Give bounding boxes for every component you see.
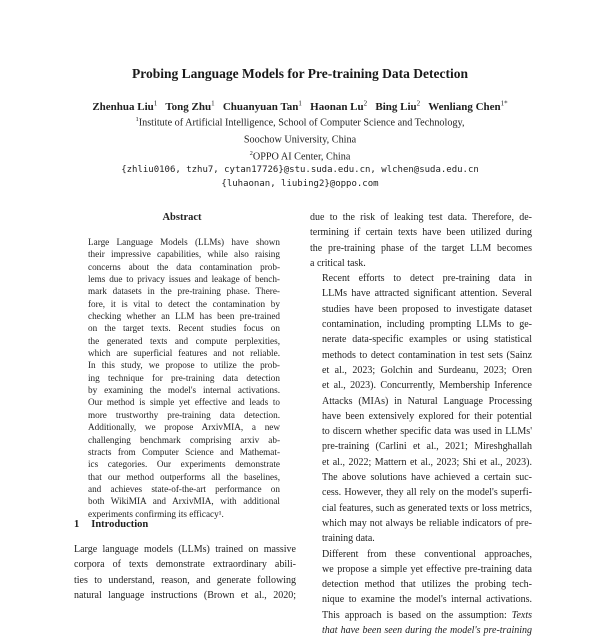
author: Haonan Lu$^2$ [310, 99, 368, 113]
text-line: stracts from Computer Science and Mathemat- [88, 446, 280, 457]
text-line: contamination, including prompting LLMs to ge- [322, 319, 532, 331]
text-line: et al., 2023). Concurrently, Membership Inference [322, 380, 532, 392]
text-line: on the target texts. Recent studies focus on [88, 323, 280, 334]
author: Bing Liu$^2$ [375, 99, 421, 113]
text-line: fore, it is vital to detect the contamination by [88, 298, 280, 309]
text-line: we propose a simple yet effective pre-training data [322, 563, 532, 575]
text-line: checking whether an LLM has been pre-trained [88, 311, 280, 322]
author: Chuanyuan Tan$^1$ [222, 99, 302, 113]
text-line: ing technique for pre-training data detection [88, 372, 280, 383]
author-list [0, 99, 600, 113]
text-line: cess. However, they all rely on the model's superfi- [322, 487, 532, 499]
text-line: to discern whether specific data was used in LLMs' [322, 426, 532, 438]
text-line: This approach is based on the assumption: Texts [322, 609, 532, 621]
paragraph [310, 271, 532, 546]
email-line: {zhliu0106, tzhu7, cytan17726}@stu.suda.edu.cn, wlchen@suda.edu.cn [121, 164, 479, 175]
abstract-heading: Abstract [162, 212, 202, 223]
text-line: that our method outperforms all the baselines, [88, 471, 280, 482]
affiliation-line: $^2$OPPO AI Center, China [249, 149, 351, 163]
text-line: that have been seen during the model's pre-training [322, 625, 532, 637]
affiliations [0, 113, 600, 191]
text-line: a critical task. [310, 257, 366, 269]
section-heading-introduction [74, 519, 148, 530]
text-line: corpora of texts demonstrate extraordinary abili- [74, 559, 296, 571]
email-line: {luhaonan, liubing2}@oppo.com [221, 178, 379, 189]
text-line: natural language instructions (Brown et al., 2020; [74, 589, 296, 601]
text-line: Large language models (LLMs) trained on massive [74, 544, 296, 555]
text-line: Attacks (MIAs) in Natural Language Processing [322, 395, 532, 407]
text-line: which may not always be reliable indicators of pre- [322, 517, 532, 529]
section-number: 1 [74, 519, 80, 530]
text-line: mark datasets in the pre-training phase. There- [88, 286, 280, 297]
text-line: methods to detect contamination in test sets (Sainz [322, 349, 532, 361]
text-line: the generated texts and compute perplexities, [88, 335, 280, 346]
paragraph [310, 547, 532, 638]
text-line: Additionally, we propose ArxivMIA, a new [88, 422, 280, 433]
text-line: ics categories. Our experiments demonstrate [88, 459, 280, 470]
text-line: challenging benchmark comprising arxiv ab- [88, 434, 280, 445]
text-line: detection method that utilizes the probing tech- [322, 579, 532, 591]
text-line: Recent efforts to detect pre-training data in [322, 273, 532, 285]
text-line: which are superficial features and not reliable. [88, 348, 280, 359]
author: Zhenhua Liu$^1$ [92, 99, 158, 113]
section-title: Introduction [91, 519, 149, 530]
affiliation-line: Soochow University, China [243, 134, 357, 146]
text-line: nique to examine the model's internal activations. [322, 594, 532, 606]
text-line: et al., 2023; Golchin and Surdeanu, 2023; Oren [322, 364, 532, 376]
text-line: by examining the model's internal activations. [88, 385, 280, 396]
paper-title: Probing Language Models for Pre-training Data Detection [132, 66, 468, 81]
text-line: have been extensively explored for their potential [322, 410, 532, 422]
text-line: experiments confirming its efficacy¹. [88, 508, 224, 519]
text-line: In this study, we propose to utilize the prob- [88, 360, 280, 371]
text-line: Different from these conventional approaches, [322, 548, 532, 560]
text-line: et al., 2022; Mattern et al., 2023; Shi et al., 2023). [322, 456, 532, 468]
text-line: ties to understand, reason, and generate following [74, 574, 296, 586]
text-line: due to the risk of leaking test data. Therefore, de- [310, 212, 532, 223]
text-line: Large Language Models (LLMs) have shown [88, 237, 280, 247]
text-line: their impressive capabilities, while also raising [88, 249, 280, 260]
text-line: termining if certain texts have been utilized during [310, 227, 532, 239]
text-line: pre-training (Carlini et al., 2021; Mireshghallah [322, 441, 532, 453]
text-line: and achieves state-of-the-art performance on [88, 483, 280, 494]
text-line: lems due to privacy issues and leakage of bench- [88, 274, 280, 285]
text-line: cial features, such as generated texts or loss metrics, [322, 502, 532, 514]
text-line: LLMs have attracted significant attention. Several [322, 288, 532, 300]
author: Tong Zhu$^1$ [165, 99, 215, 113]
text-line: the pre-training phase of the target LLM becomes [310, 242, 532, 254]
text-line: nerate data-specific examples or using statistical [322, 334, 532, 346]
text-line: The above solutions have achieved a certain suc- [322, 472, 532, 484]
abstract-body [88, 236, 280, 520]
text-line: more trustworthy pre-training data detection. [88, 409, 280, 420]
paragraph [310, 210, 532, 271]
introduction-text-left [74, 542, 296, 603]
body-text-right-column [310, 210, 532, 638]
affiliation-line: $^1$Institute of Artificial Intelligence, School of Computer Science and Technology, [135, 116, 465, 129]
text-line: training data. [322, 533, 375, 545]
text-line: both WikiMIA and ArxivMIA, with additional [88, 496, 280, 507]
text-line: concerns about the data contamination prob- [88, 261, 280, 272]
text-line: studies have been proposed to investigate dataset [322, 303, 532, 315]
author: Wenliang Chen$^{1*}$ [428, 99, 508, 113]
text-line: Our method is simple yet effective and leads to [88, 397, 280, 408]
